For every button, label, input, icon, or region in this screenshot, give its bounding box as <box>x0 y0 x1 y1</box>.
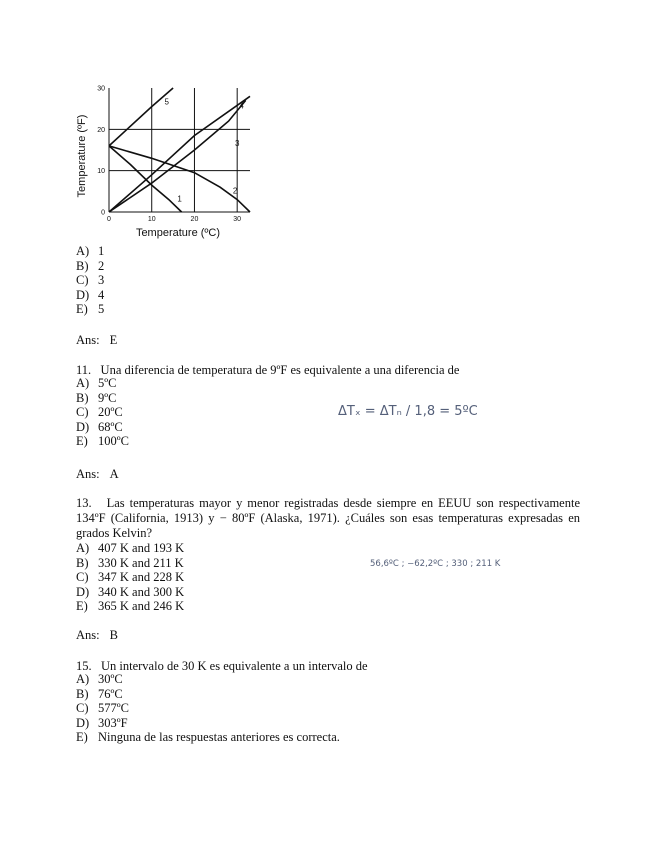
q15-option <box>76 730 340 745</box>
q10-answer-value: E <box>109 333 118 347</box>
option-text: 68ºC <box>98 419 123 434</box>
q15-option <box>76 672 123 687</box>
option-letter: C) <box>76 273 89 288</box>
option-text: 76ºC <box>98 686 123 701</box>
option-letter: B) <box>76 390 89 405</box>
q13-text: Las temperaturas mayor y menor registradas desde siempre en EEUU son respectivamente 134ºF (California, 1913) y − 80ºF (Alaska, 1971). ¿Cuáles son esas temperaturas expresadas en grados Kelvin? <box>76 496 580 540</box>
option-letter: E) <box>76 599 88 614</box>
chart-y-tick-label: 30 <box>97 85 105 93</box>
q11-answer-value: A <box>109 467 119 481</box>
chart-x-tick-label: 0 <box>107 216 111 223</box>
option-letter: C) <box>76 701 89 716</box>
q11-text: Una diferencia de temperatura de 9ºF es equivalente a una diferencia de <box>100 363 460 377</box>
option-letter: A) <box>76 376 90 390</box>
q10-answer-label: Ans: <box>76 333 100 347</box>
chart-series-line-5 <box>109 88 173 146</box>
option-text: 407 K and 193 K <box>98 541 185 555</box>
option-letter: A) <box>76 541 90 555</box>
chart-x-tick-label: 20 <box>190 216 199 223</box>
chart-series-label: 5 <box>164 97 169 107</box>
option-text: 577ºC <box>98 701 129 716</box>
q11-answer <box>76 467 119 482</box>
chart-y-tick-label: 0 <box>101 209 105 217</box>
option-letter: C) <box>76 405 89 420</box>
q11-answer-label: Ans: <box>76 467 100 481</box>
option-text: 330 K and 211 K <box>98 555 184 570</box>
q11-question <box>76 363 459 378</box>
q13-option <box>76 541 184 556</box>
option-letter: D) <box>76 584 90 599</box>
option-text: 9ºC <box>98 390 117 405</box>
temperature-chart <box>60 76 270 246</box>
option-text: 3 <box>98 273 105 288</box>
option-letter: E) <box>76 302 88 317</box>
option-text: 2 <box>98 258 105 273</box>
q10-option <box>76 259 104 274</box>
chart-y-tick-label: 10 <box>97 168 105 176</box>
option-letter: E) <box>76 434 88 449</box>
q13-answer-label: Ans: <box>76 628 100 642</box>
option-text: 365 K and 246 K <box>98 599 185 614</box>
chart-x-tick-label: 10 <box>147 216 156 223</box>
q10-option <box>76 273 104 288</box>
chart-ylabel: Temperature (ºF) <box>76 114 88 198</box>
q15-number: 15. <box>76 659 92 673</box>
chart-lines <box>109 88 250 212</box>
option-letter: B) <box>76 555 89 570</box>
q15-option <box>76 687 123 702</box>
option-letter: C) <box>76 570 89 585</box>
chart-y-tick-label: 20 <box>97 126 105 134</box>
chart-series-label: 1 <box>177 194 182 204</box>
option-letter: D) <box>76 715 90 730</box>
q11-option <box>76 434 129 449</box>
q13-handwritten-note: 56,6ºC ; −62,2ºC ; 330 ; 211 K <box>370 559 501 569</box>
chart-series-label: 2 <box>232 186 238 196</box>
q10-option <box>76 302 104 317</box>
q15-text: Un intervalo de 30 K es equivalente a un intervalo de <box>101 659 368 673</box>
q11-handwritten-note: ΔTₓ = ΔTₙ / 1,8 = 5ºC <box>338 404 478 419</box>
option-letter: D) <box>76 287 90 302</box>
option-text: 5 <box>98 302 105 317</box>
chart-xlabel: Temperature (ºC) <box>135 227 221 239</box>
option-letter: B) <box>76 686 89 701</box>
q15-option <box>76 716 128 731</box>
q13-question <box>76 496 580 541</box>
q15-option <box>76 701 129 716</box>
q13-answer <box>76 628 118 643</box>
option-letter: A) <box>76 672 90 686</box>
q11-option <box>76 376 116 391</box>
option-text: 347 K and 228 K <box>98 570 185 585</box>
option-text: 20ºC <box>98 405 123 420</box>
q10-option <box>76 244 104 259</box>
q10-answer <box>76 333 117 348</box>
option-letter: E) <box>76 730 88 745</box>
option-text: 340 K and 300 K <box>98 584 185 599</box>
option-letter: A) <box>76 244 90 258</box>
q10-option <box>76 288 104 303</box>
q13-option <box>76 556 184 571</box>
q13-option <box>76 585 184 600</box>
q11-option <box>76 405 123 420</box>
option-letter: B) <box>76 258 89 273</box>
chart-series-label: 4 <box>239 101 244 111</box>
q11-option <box>76 391 116 406</box>
option-text: Ninguna de las respuestas anteriores es correcta. <box>98 730 340 745</box>
option-text: 30ºC <box>98 672 123 686</box>
q11-option <box>76 420 123 435</box>
q13-number: 13. <box>76 496 92 510</box>
option-text: 5ºC <box>98 376 117 390</box>
q13-option <box>76 570 184 585</box>
option-letter: D) <box>76 419 90 434</box>
chart-series-label: 3 <box>235 138 240 148</box>
option-text: 303ºF <box>98 715 128 730</box>
option-text: 4 <box>98 287 105 302</box>
q11-number: 11. <box>76 363 92 377</box>
option-text: 100ºC <box>98 434 129 449</box>
q13-answer-value: B <box>109 628 118 642</box>
chart-x-tick-label: 30 <box>233 216 242 223</box>
option-text: 1 <box>98 244 105 258</box>
q13-option <box>76 599 184 614</box>
